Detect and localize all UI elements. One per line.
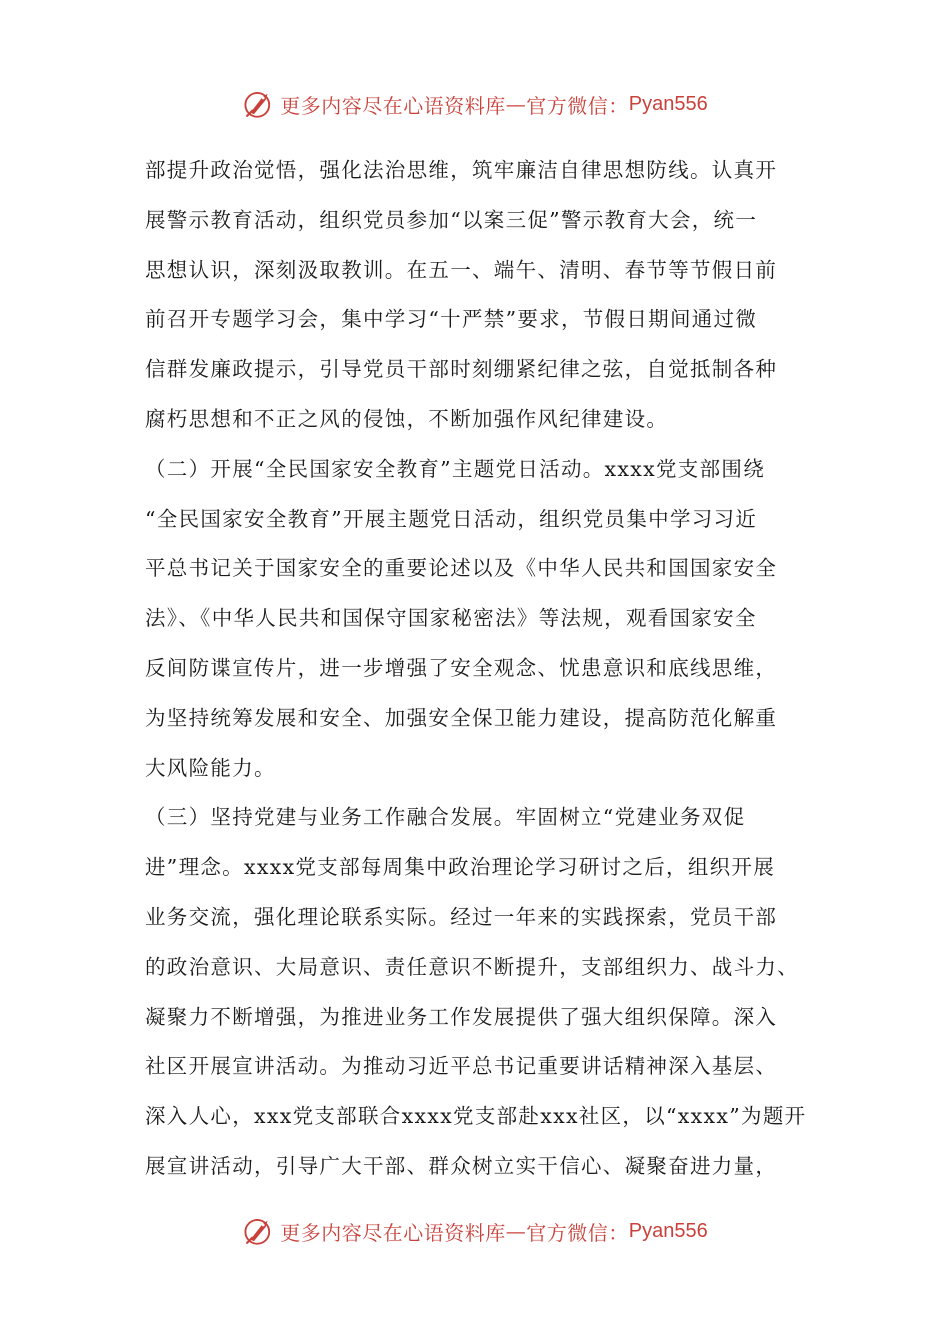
header-wechat-label: 官方微信：	[526, 93, 629, 118]
text-line: 腐朽思想和不正之风的侵蚀，不断加强作风纪律建设。	[145, 406, 669, 431]
pen-nib-circle-icon	[242, 1214, 276, 1248]
text-line: 展宣讲活动，引导广大干部、群众树立实干信心、凝聚奋进力量，	[145, 1153, 778, 1178]
text-line: 部提升政治觉悟，强化法治思维，筑牢廉洁自律思想防线。认真开	[145, 158, 778, 182]
text-line: 深入人心，xxx党支部联合xxxx党支部赴xxx社区，以“xxxx”为题开	[145, 1104, 807, 1129]
text-line: 大风险能力。	[145, 755, 276, 780]
text-line: 凝聚力不断增强，为推进业务工作发展提供了强大组织保障。深入	[145, 1004, 778, 1029]
text-line: 展警示教育活动，组织党员参加“以案三促”警示教育大会，统一	[145, 207, 758, 232]
footer-site-text: 更多内容尽在心语资料库	[280, 1220, 506, 1245]
footer-wechat-label: 官方微信：	[526, 1220, 629, 1245]
header-watermark	[0, 84, 950, 124]
header-dash: —	[505, 92, 527, 116]
footer-watermark	[0, 1211, 950, 1251]
pen-nib-circle-icon	[242, 87, 276, 121]
footer-dash: —	[505, 1219, 527, 1243]
text-line: 的政治意识、大局意识、责任意识不断提升，支部组织力、战斗力、	[145, 954, 799, 979]
text-line: 前召开专题学习会，集中学习“十严禁”要求，节假日期间通过微	[145, 307, 758, 332]
document-body	[145, 146, 807, 1192]
header-site-text: 更多内容尽在心语资料库	[280, 93, 506, 118]
text-line: 反间防谍宣传片，进一步增强了安全观念、忧患意识和底线思维，	[145, 655, 778, 680]
header-wechat-id: Pyan556	[628, 92, 708, 115]
text-line: 平总书记关于国家安全的重要论述以及《中华人民共和国国家安全	[145, 556, 778, 581]
text-line: 思想认识，深刻汲取教训。在五一、端午、清明、春节等节假日前	[145, 257, 778, 282]
text-line: 社区开展宣讲活动。为推动习近平总书记重要讲话精神深入基层、	[145, 1054, 778, 1079]
text-line: 为坚持统筹发展和安全、加强安全保卫能力建设，提高防范化解重	[145, 705, 778, 730]
text-line: 信群发廉政提示，引导党员干部时刻绷紧纪律之弦，自觉抵制各种	[145, 357, 778, 382]
text-line: 业务交流，强化理论联系实际。经过一年来的实践探索，党员干部	[145, 904, 778, 929]
text-line: “全民国家安全教育”开展主题党日活动，组织党员集中学习习近	[145, 506, 758, 531]
text-line: （三）坚持党建与业务工作融合发展。牢固树立“党建业务双促	[145, 805, 746, 830]
text-line: 进”理念。xxxx党支部每周集中政治理论学习研讨之后，组织开展	[145, 855, 776, 880]
text-line: （二）开展“全民国家安全教育”主题党日活动。xxxx党支部围绕	[145, 456, 766, 481]
footer-wechat-id: Pyan556	[628, 1219, 708, 1242]
text-line: 法》、《中华人民共和国保守国家秘密法》等法规，观看国家安全	[145, 606, 757, 631]
